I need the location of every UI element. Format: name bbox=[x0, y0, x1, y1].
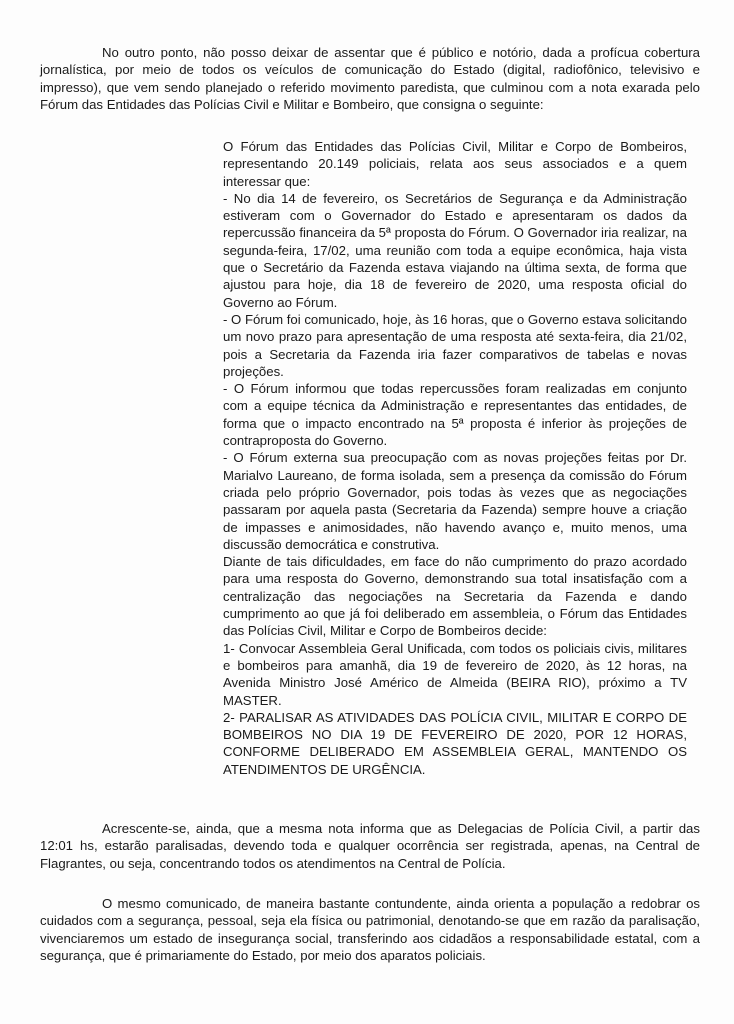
quote-decision-1: 1- Convocar Assembleia Geral Unificada, com todos os policiais civis, militares e bombeiros para amanhã, dia 19 de fevereiro de 2020, às 12 horas, na Avenida Ministro José Américo de Almeida (BEIRA RIO), próximo a TV MASTER. bbox=[223, 640, 687, 708]
body-paragraph-1: No outro ponto, não posso deixar de assentar que é público e notório, dada a profícua cobertura jornalística, por meio de todos os veículos de comunicação do Estado (digital, radiofônico, televisivo e impresso), que vem sendo planejado o referido movimento paredista, que culminou com a nota exarada pelo Fórum das Entidades das Polícias Civil e Militar e Bombeiro, que consigna o seguinte: bbox=[40, 45, 700, 112]
quote-item-1: - No dia 14 de fevereiro, os Secretários de Segurança e da Administração estiveram com o Governador do Estado e apresentaram os dados da repercussão financeira da 5ª proposta do Fórum. O Governador iria realizar, na segunda-feira, 17/02, uma reunião com toda a equipe econômica, haja vista que o Secretário da Fazenda estava viajando na última sexta, de forma que ajustou para hoje, dia 18 de fevereiro de 2020, uma resposta oficial do Governo ao Fórum. bbox=[223, 190, 687, 310]
quote-decision-2: 2- PARALISAR AS ATIVIDADES DAS POLÍCIA CIVIL, MILITAR E CORPO DE BOMBEIROS NO DIA 19 DE FEVEREIRO DE 2020, POR 12 HORAS, CONFORME DELIBERADO EM ASSEMBLEIA GERAL, MANTENDO OS ATENDIMENTOS DE URGÊNCIA. bbox=[223, 709, 687, 777]
quote-item-3: - O Fórum informou que todas repercussões foram realizadas em conjunto com a equipe técnica da Administração e representantes das entidades, de forma que o impacto encontrado na 5ª proposta é inferior às projeções de contraproposta do Governo. bbox=[223, 381, 687, 449]
body-paragraph-3: O mesmo comunicado, de maneira bastante contundente, ainda orienta a população a redobrar os cuidados com a segurança, pessoal, seja ela física ou patrimonial, denotando-se que em razão da paralisação, vivenciaremos um estado de insegurança social, transferindo aos cidadãos a responsabilidade estatal, com a segurança, que é primariamente do Estado, por meio dos aparatos policiais. bbox=[40, 896, 700, 963]
quote-decision: Diante de tais dificuldades, em face do não cumprimento do prazo acordado para uma resposta do Governo, demonstrando sua total insatisfação com a centralização das negociações na Secretaria da Fazenda e dando cumprimento ao que já foi deliberado em assembleia, o Fórum das Entidades das Polícias Civil, Militar e Corpo de Bombeiros decide: bbox=[223, 554, 687, 639]
quote-item-4: - O Fórum externa sua preocupação com as novas projeções feitas por Dr. Marialvo Laureano, de forma isolada, sem a presença da comissão do Fórum criada pelo próprio Governador, pois todas às vezes que as negociações passaram por aquela pasta (Secretaria da Fazenda) sempre houve a criação de impasses e animosidades, não havendo avanço e, muito menos, uma discussão democrática e construtiva. bbox=[223, 450, 687, 552]
quote-intro: O Fórum das Entidades das Polícias Civil, Militar e Corpo de Bombeiros, representando 20.149 policiais, relata aos seus associados e a quem interessar que: bbox=[223, 139, 687, 189]
quote-item-2: - O Fórum foi comunicado, hoje, às 16 horas, que o Governo estava solicitando um novo prazo para apresentação de uma resposta até sexta-feira, dia 21/02, pois a Secretaria da Fazenda iria fazer comparativos de tabelas e novas projeções. bbox=[223, 311, 688, 379]
body-paragraph-2: Acrescente-se, ainda, que a mesma nota informa que as Delegacias de Polícia Civil, a partir das 12:01 hs, estarão paralisadas, devendo toda e qualquer ocorrência ser registrada, apenas, na Central de Flagrantes, ou seja, concentrando todos os atendimentos na Central de Polícia. bbox=[40, 821, 700, 871]
quoted-note bbox=[223, 138, 687, 778]
